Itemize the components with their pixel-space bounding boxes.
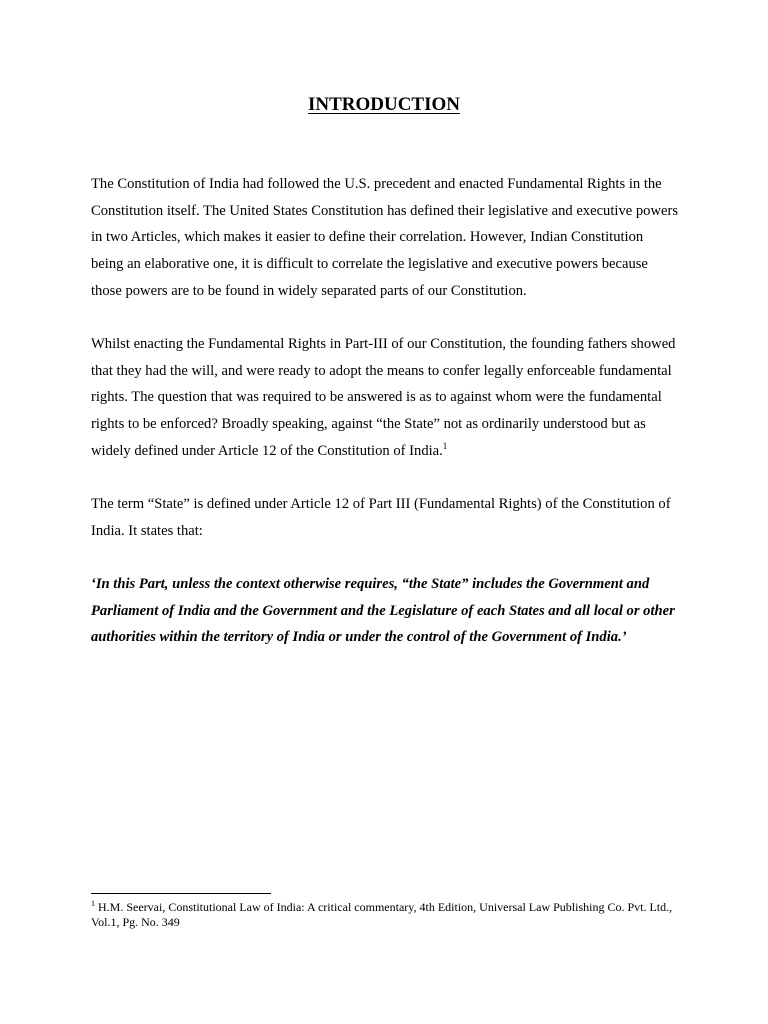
paragraph-3: The term “State” is defined under Article 12 of Part III (Fundamental Rights) of the Constitution of India. It states that:	[91, 496, 671, 539]
footnote	[91, 900, 683, 930]
paragraph-1: The Constitution of India had followed the U.S. precedent and enacted Fundamental Rights in the Constitution itself. The United States Constitution has defined their legislative and executive powers in two Articles, which makes it easier to define their correlation. However, Indian Constitution being an elaborative one, it is difficult to correlate the legislative and executive powers because those powers are to be found in widely separated parts of our Constitution.	[91, 176, 679, 299]
paragraph-2	[91, 331, 679, 465]
page-title-text: INTRODUCTION	[307, 94, 461, 115]
footnote-number: 1	[91, 899, 95, 908]
footnote-divider	[91, 893, 271, 894]
paragraph-2-text: Whilst enacting the Fundamental Rights in Part-III of our Constitution, the founding fathers showed that they had the will, and were ready to adopt the means to confer legally enforceable fundamental rights. The question that was required to be answered is as to against whom were the fundamental rights to be enforced? Broadly speaking, against “the State” not as ordinarily understood but as widely defined under Article 12 of the Constitution of India.	[91, 336, 676, 459]
article-12-quote: ‘In this Part, unless the context otherwise requires, “the State” includes the Government and Parliament of India and the Government and the Legislature of each States and all local or other authorities within the territory of India or under the control of the Government of India.’	[91, 576, 675, 646]
page-title	[0, 93, 768, 117]
footnote-reference[interactable]: 1	[442, 440, 448, 451]
footnote-text: H.M. Seervai, Constitutional Law of India: A critical commentary, 4th Edition, Universal Law Publishing Co. Pvt. Ltd., Vol.1, Pg. No. 349	[91, 900, 673, 929]
